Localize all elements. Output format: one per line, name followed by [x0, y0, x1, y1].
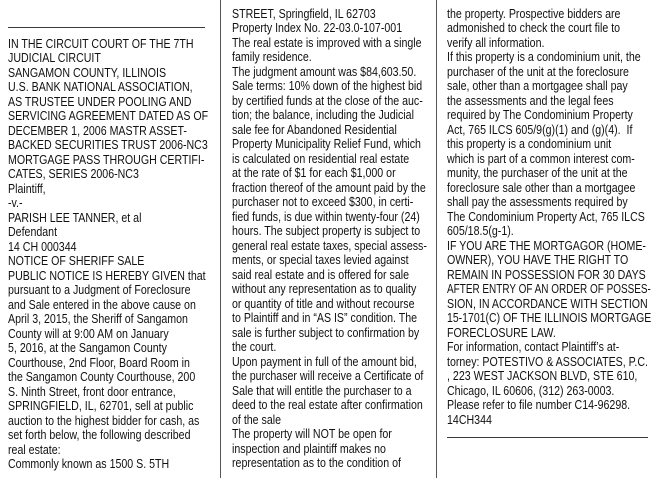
- notice-line: Defendant: [8, 225, 58, 240]
- notice-line: representation as to the condition of: [232, 456, 401, 471]
- notice-line: , 223 WEST JACKSON BLVD, STE 610,: [447, 369, 638, 384]
- notice-line: of the sale: [232, 412, 282, 427]
- notice-line: Plaintiff,: [8, 181, 46, 196]
- notice-line: general real estate taxes, special assess-: [232, 238, 427, 253]
- notice-line: IF YOU ARE THE MORTGAGOR (HOME-: [447, 238, 646, 253]
- notice-line: Property Municipality Relief Fund, which: [232, 137, 421, 152]
- top-rule: [8, 27, 205, 28]
- notice-line: MORTGAGE PASS THROUGH CERTIFI-: [8, 152, 205, 167]
- notice-line: without any representation as to quality: [232, 282, 417, 297]
- notice-line: torney: POTESTIVO & ASSOCIATES, P.C.: [447, 354, 648, 369]
- notice-line: ments, or special taxes levied against: [232, 253, 409, 268]
- notice-line: Sale that will entitle the purchaser to a: [232, 383, 412, 398]
- notice-line: If this property is a condominium unit, the: [447, 50, 641, 65]
- notice-line: PUBLIC NOTICE IS HEREBY GIVEN that: [8, 268, 206, 283]
- notice-line: Act, 765 ILCS 605/9(g)(1) and (g)(4). If: [447, 122, 633, 137]
- notice-line: said real estate and is offered for sale: [232, 267, 409, 282]
- notice-line: fraction thereof of the amount paid by the: [232, 180, 426, 195]
- notice-line: sale is further subject to confirmation by: [232, 325, 420, 340]
- notice-line: purchaser of the unit at the foreclosure: [447, 64, 629, 79]
- notice-line: or quantity of title and without recourse: [232, 296, 415, 311]
- notice-line: -v.-: [8, 196, 23, 211]
- notice-line: SANGAMON COUNTY, ILLINOIS: [8, 65, 167, 80]
- notice-line: PARISH LEE TANNER, et al: [8, 210, 142, 225]
- notice-line: which is part of a common interest com-: [447, 151, 635, 166]
- notice-line: purchaser not to exceed $300, in certi-: [232, 195, 414, 210]
- notice-line: SION, IN ACCORDANCE WITH SECTION: [447, 296, 648, 311]
- notice-line: auction to the highest bidder for cash, as: [8, 413, 200, 428]
- notice-line: SPRINGFIELD, IL, 62701, sell at public: [8, 399, 194, 414]
- notice-line: 15-1701(C) OF THE ILLINOIS MORTGAGE: [447, 311, 652, 326]
- notice-line: The Condominium Property Act, 765 ILCS: [447, 209, 645, 224]
- notice-line: munity, the purchaser of the unit at the: [447, 166, 628, 181]
- notice-line: this property is a condominium unit: [447, 137, 612, 152]
- notice-line: deed to the real estate after confirmation: [232, 398, 423, 413]
- notice-line: OWNER), YOU HAVE THE RIGHT TO: [447, 253, 629, 268]
- notice-line: to Plaintiff and in “AS IS” condition. The: [232, 311, 418, 326]
- notice-line: 5, 2016, at the Sangamon County: [8, 341, 167, 356]
- notice-line: and Sale entered in the above cause on: [8, 297, 196, 312]
- notice-line: real estate:: [8, 442, 61, 457]
- notice-column-1: [8, 37, 212, 472]
- notice-line: Please refer to file number C14-96298.: [447, 398, 631, 413]
- notice-line: hours. The subject property is subject to: [232, 224, 421, 239]
- notice-column-2: [232, 7, 428, 471]
- notice-line: the purchaser will receive a Certificate of: [232, 369, 424, 384]
- notice-line: County will at 9:00 AM on January: [8, 326, 169, 341]
- notice-line: Commonly known as 1500 S. 5TH: [8, 457, 170, 472]
- notice-line: DECEMBER 1, 2006 MASTR ASSET-: [8, 123, 187, 138]
- notice-line: S. Ninth Street, front door entrance,: [8, 384, 176, 399]
- column-divider: [436, 0, 437, 478]
- notice-line: the property. Prospective bidders are: [447, 6, 621, 21]
- notice-line: The real estate is improved with a single: [232, 35, 422, 50]
- notice-line: set forth below, the following described: [8, 428, 191, 443]
- notice-line: sale fee for Abandoned Residential: [232, 122, 397, 137]
- notice-line: Property Index No. 22-03.0-107-001: [232, 21, 403, 36]
- notice-line: 14CH344: [447, 412, 492, 427]
- notice-line: the assessments and the legal fees: [447, 93, 614, 108]
- notice-line: Courthouse, 2nd Floor, Board Room in: [8, 355, 190, 370]
- notice-line: 14 CH 000344: [8, 239, 77, 254]
- notice-line: at the rate of $1 for each $1,000 or: [232, 166, 396, 181]
- notice-line: FORECLOSURE LAW.: [447, 325, 556, 340]
- notice-line: Sale terms: 10% down of the highest bid: [232, 79, 423, 94]
- notice-line: the Sangamon County Courthouse, 200: [8, 370, 196, 385]
- notice-line: AFTER ENTRY OF AN ORDER OF POSSES-: [447, 282, 651, 297]
- bottom-rule: [447, 437, 648, 438]
- notice-line: The property will NOT be open for: [232, 427, 392, 442]
- notice-line: admonished to check the court file to: [447, 21, 621, 36]
- notice-line: REMAIN IN POSSESSION FOR 30 DAYS: [447, 267, 646, 282]
- notice-line: required by The Condominium Property: [447, 108, 633, 123]
- notice-line: the court.: [232, 340, 277, 355]
- notice-line: U.S. BANK NATIONAL ASSOCIATION,: [8, 80, 193, 95]
- notice-line: JUDICIAL CIRCUIT: [8, 51, 101, 66]
- notice-line: BACKED SECURITIES TRUST 2006-NC3: [8, 138, 208, 153]
- notice-line: IN THE CIRCUIT COURT OF THE 7TH: [8, 36, 194, 51]
- notice-line: STREET, Springfield, IL 62703: [232, 6, 376, 21]
- notice-line: inspection and plaintiff makes no: [232, 441, 386, 456]
- notice-line: For information, contact Plaintiff’s at-: [447, 340, 620, 355]
- notice-line: verify all information.: [447, 35, 545, 50]
- notice-line: CATES, SERIES 2006-NC3: [8, 167, 139, 182]
- notice-line: SERVICING AGREEMENT DATED AS OF: [8, 109, 209, 124]
- notice-line: Upon payment in full of the amount bid,: [232, 354, 417, 369]
- notice-line: shall pay the assessments required by: [447, 195, 628, 210]
- notice-column-3: [447, 7, 651, 428]
- notice-line: pursuant to a Judgment of Foreclosure: [8, 283, 191, 298]
- notice-line: sale, other than a mortgagee shall pay: [447, 79, 628, 94]
- notice-line: NOTICE OF SHERIFF SALE: [8, 254, 145, 269]
- notice-line: The judgment amount was $84,603.50.: [232, 64, 417, 79]
- notice-line: by certified funds at the close of the auc-: [232, 93, 423, 108]
- notice-line: April 3, 2015, the Sheriff of Sangamon: [8, 312, 188, 327]
- notice-line: AS TRUSTEE UNDER POOLING AND: [8, 94, 192, 109]
- notice-line: foreclosure sale other than a mortgagee: [447, 180, 636, 195]
- notice-line: family residence.: [232, 50, 312, 65]
- notice-line: Chicago, IL 60606, (312) 263-0003.: [447, 383, 615, 398]
- column-divider: [220, 0, 221, 478]
- notice-line: is calculated on residential real estate: [232, 151, 410, 166]
- notice-line: fied funds, is due within twenty-four (24): [232, 209, 420, 224]
- notice-line: 605/18.5(g-1).: [447, 224, 514, 239]
- notice-line: tion; the balance, including the Judicial: [232, 108, 414, 123]
